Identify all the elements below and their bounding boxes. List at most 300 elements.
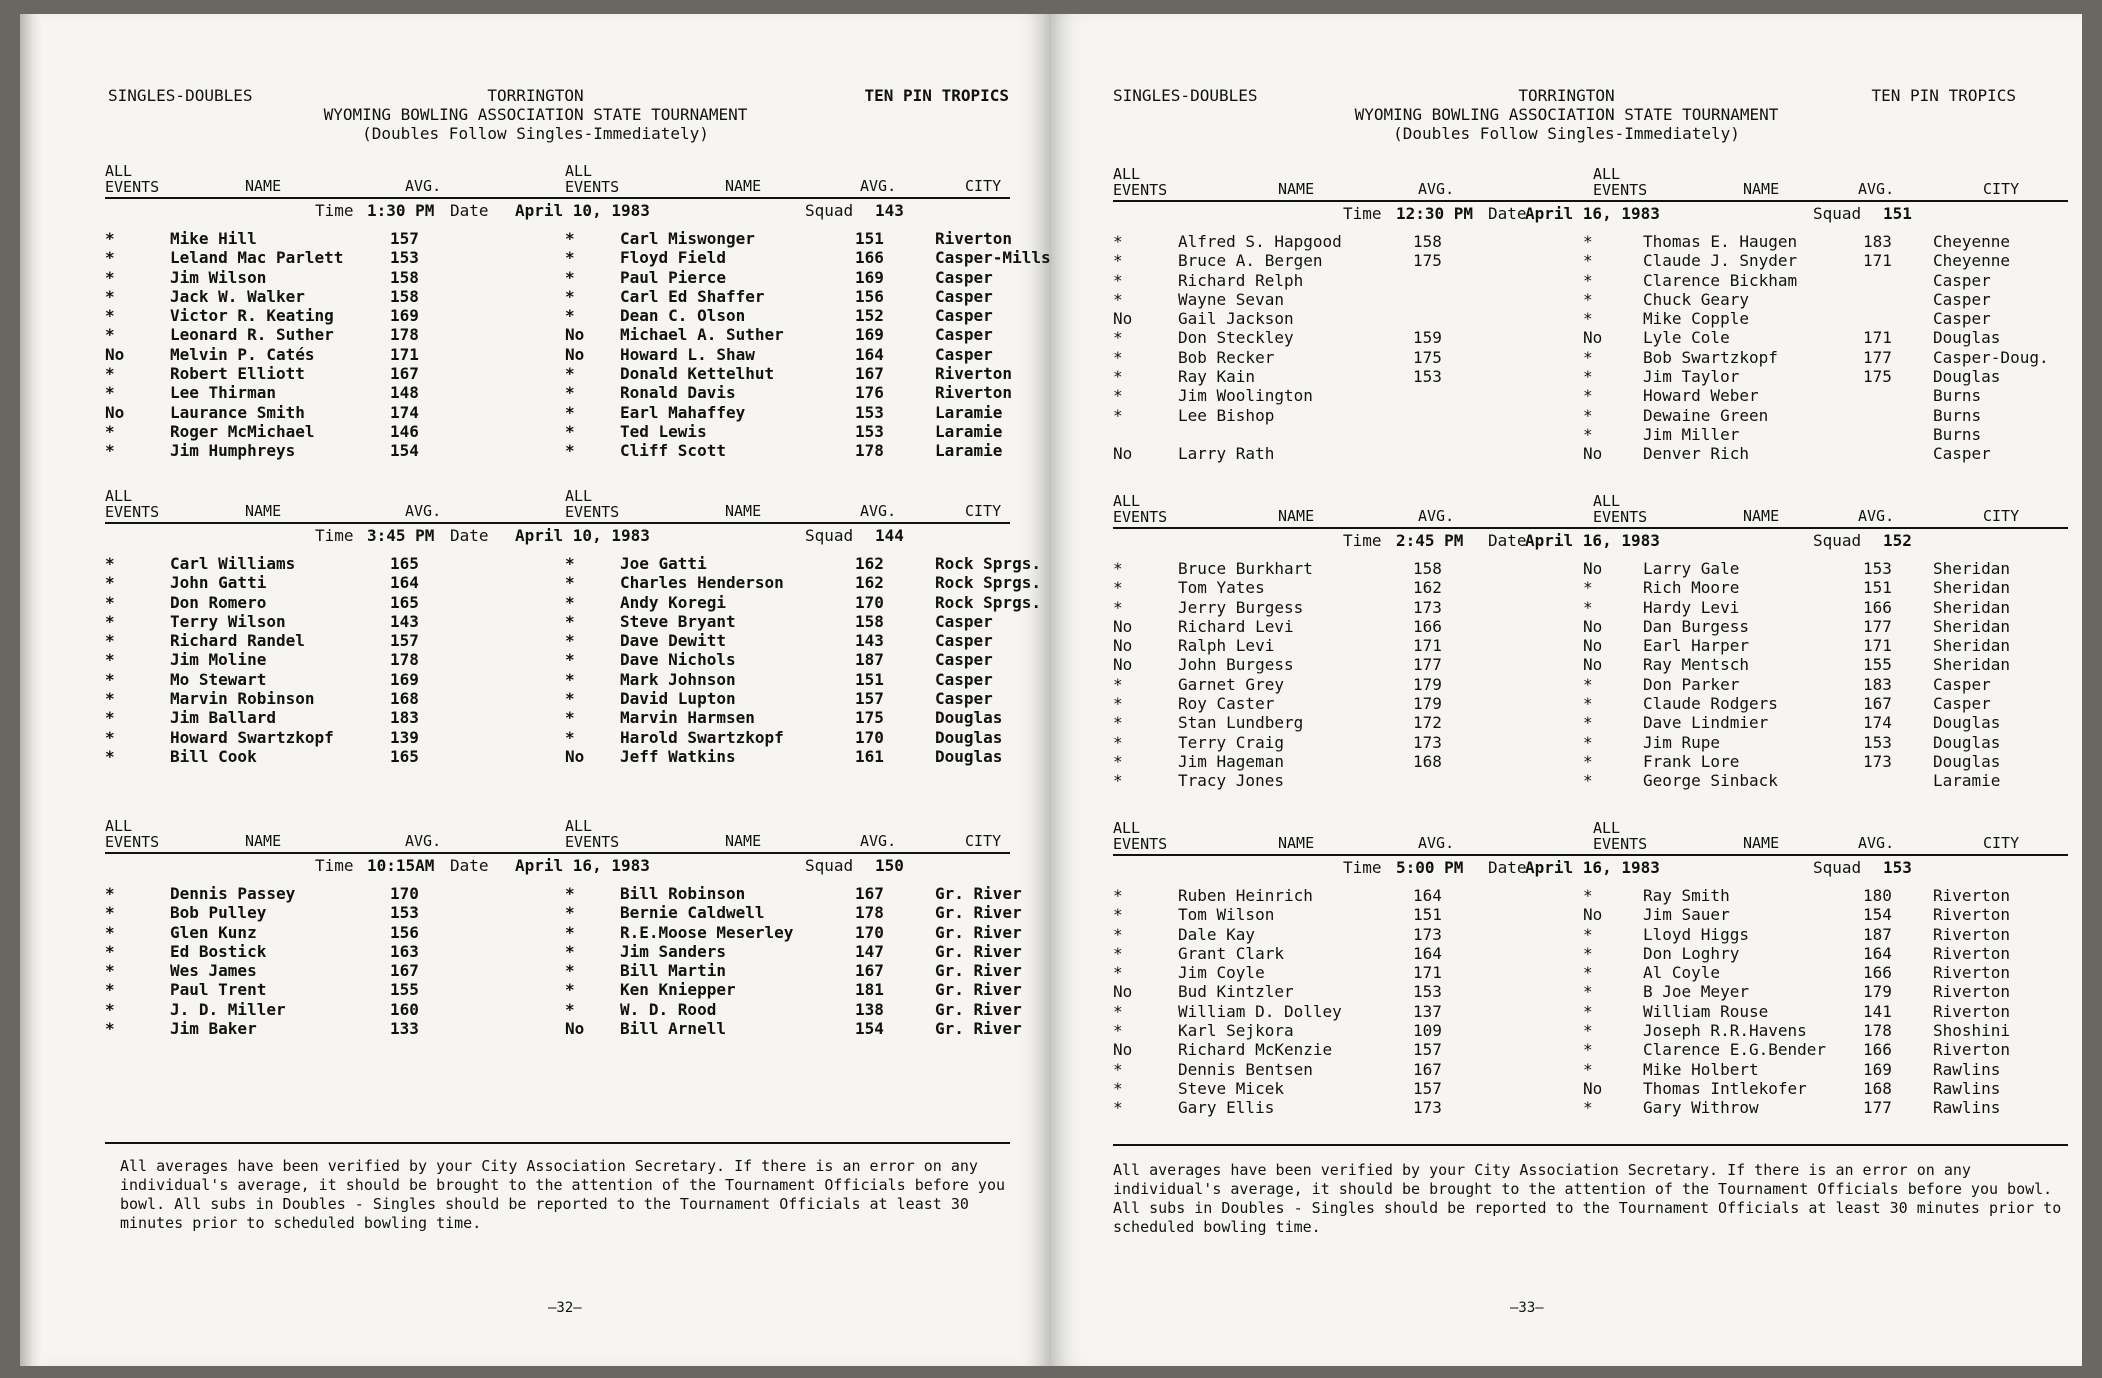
bowler-avg: 167 (390, 961, 419, 981)
city: Casper (1933, 694, 1991, 714)
all-events-mark: * (565, 306, 575, 326)
table-row (1113, 251, 2068, 270)
city: Douglas (1933, 732, 2001, 752)
bowler-name: Steve Micek (1178, 1078, 1284, 1098)
all-events-mark: * (1113, 328, 1123, 348)
bowler-name: Gail Jackson (1178, 309, 1294, 329)
city: Casper (935, 344, 993, 364)
all-events-mark: * (1583, 1098, 1593, 1118)
col-avg: AVG. (405, 502, 442, 520)
bowler-avg: 153 (390, 903, 419, 923)
table-row (105, 229, 1013, 248)
all-events-mark: * (105, 631, 115, 651)
header-center1: TORRINGTON (1518, 86, 1615, 105)
bowler-avg: 169 (855, 325, 884, 345)
city: Sheridan (1933, 559, 2011, 578)
all-events-mark: * (1113, 751, 1123, 771)
bowler-name: Mark Johnson (620, 669, 736, 689)
bowler-name: Terry Wilson (170, 611, 286, 631)
city: Casper (935, 631, 993, 651)
bowler-name: Dan Burgess (1643, 616, 1749, 636)
col-all-events: ALL EVENTS (565, 162, 620, 196)
bowler-avg: 148 (390, 383, 419, 403)
bowler-avg: 152 (855, 306, 884, 326)
col-name: NAME (1278, 834, 1315, 852)
col-avg: AVG. (1418, 180, 1455, 198)
col-name: NAME (245, 177, 282, 195)
bowler-avg: 179 (1413, 694, 1442, 714)
all-events-mark: * (105, 941, 115, 961)
col-name: NAME (725, 832, 762, 850)
bowler-name: Wayne Sevan (1178, 289, 1284, 309)
all-events-mark: * (105, 267, 115, 287)
table-row (1113, 367, 2068, 386)
session-block (1113, 489, 2068, 791)
table-row (1113, 655, 2068, 674)
col-all-events: ALL EVENTS (1593, 492, 1648, 526)
bowler-avg: 153 (1413, 982, 1442, 1002)
all-events-mark: * (1113, 674, 1123, 694)
bowler-avg: 171 (390, 344, 419, 364)
all-events-mark: No (105, 344, 125, 364)
city: Casper-Doug. (1933, 347, 2049, 367)
city: Riverton (1933, 943, 2011, 963)
bowler-avg: 164 (390, 573, 419, 593)
bowler-avg: 169 (390, 669, 419, 689)
city: Rock Sprgs. (935, 554, 1041, 573)
col-all-events: ALL EVENTS (1593, 165, 1648, 199)
all-events-mark: * (105, 980, 115, 1000)
col-avg: AVG. (405, 177, 442, 195)
city: Riverton (1933, 1040, 2011, 1060)
table-row (1113, 636, 2068, 655)
bowler-name: Jim Rupe (1643, 732, 1721, 752)
city: Gr. River (935, 1019, 1022, 1039)
all-events-mark: * (105, 746, 115, 766)
table-row (1113, 328, 2068, 347)
all-events-mark: * (1583, 232, 1593, 251)
all-events-mark: * (105, 669, 115, 689)
all-events-mark: * (1113, 251, 1123, 271)
bowler-avg: 183 (390, 708, 419, 728)
all-events-mark: * (565, 611, 575, 631)
bowler-name: Paul Pierce (620, 267, 726, 287)
all-events-mark: * (1583, 1021, 1593, 1041)
all-events-mark: * (105, 999, 115, 1019)
all-events-mark: * (1583, 405, 1593, 425)
col-all-events: ALL EVENTS (1113, 819, 1168, 853)
all-events-mark: * (565, 727, 575, 747)
city: Shoshini (1933, 1021, 2011, 1041)
bowler-name: Jim Moline (170, 650, 267, 670)
bowler-avg: 154 (855, 1019, 884, 1039)
all-events-mark: * (1583, 713, 1593, 733)
table-row (1113, 617, 2068, 636)
entry-list (105, 229, 1051, 461)
column-header (1113, 816, 2068, 856)
bowler-name: Michael A. Suther (620, 325, 784, 345)
all-events-mark: * (1583, 982, 1593, 1002)
bowler-name: Carl Miswonger (620, 229, 755, 248)
bowler-avg: 165 (390, 746, 419, 766)
all-events-mark: * (1113, 886, 1123, 905)
bowler-avg: 143 (855, 631, 884, 651)
bowler-name: David Lupton (620, 689, 736, 709)
city: Douglas (1933, 751, 2001, 771)
bowler-name: Dean C. Olson (620, 306, 746, 326)
city: Casper (935, 286, 993, 306)
bowler-avg: 153 (1413, 367, 1442, 387)
bowler-name: William D. Dolley (1178, 1001, 1342, 1021)
table-row (1113, 559, 2068, 578)
all-events-mark: * (565, 554, 575, 573)
col-avg: AVG. (1858, 834, 1895, 852)
bowler-avg: 175 (1863, 367, 1892, 387)
bowler-avg: 168 (1863, 1078, 1892, 1098)
bowler-avg: 165 (390, 554, 419, 573)
bowler-name: Ronald Davis (620, 383, 736, 403)
table-row (1113, 1021, 2068, 1040)
all-events-mark: * (105, 884, 115, 903)
col-city: CITY (1983, 507, 2020, 525)
all-events-mark: No (1583, 636, 1603, 656)
all-events-mark: * (105, 650, 115, 670)
table-row (105, 1019, 1022, 1039)
bowler-name: Jim Baker (170, 1019, 257, 1039)
city: Cheyenne (1933, 251, 2011, 271)
bowler-name: Richard Levi (1178, 616, 1294, 636)
all-events-mark: * (1583, 386, 1593, 406)
bowler-avg: 156 (855, 286, 884, 306)
city: Riverton (935, 364, 1013, 384)
table-row (1113, 309, 2068, 328)
table-row (1113, 425, 2068, 444)
bowler-name: Clarence E.G.Bender (1643, 1040, 1827, 1060)
bowler-name: Leonard R. Suther (170, 325, 334, 345)
session-info (105, 199, 1010, 221)
bowler-name: Joseph R.R.Havens (1643, 1021, 1807, 1041)
squad-number: 153 (1883, 858, 1912, 877)
bowler-name: Terry Craig (1178, 732, 1284, 752)
table-row (105, 961, 1022, 981)
all-events-mark: * (1113, 1098, 1123, 1118)
session-date: April 16, 1983 (1525, 531, 1660, 550)
bowler-name: Ruben Heinrich (1178, 886, 1313, 905)
bowler-avg: 168 (1413, 751, 1442, 771)
bowler-avg: 177 (1863, 1098, 1892, 1118)
bowler-avg: 153 (1863, 559, 1892, 578)
bowler-name: Dale Kay (1178, 924, 1256, 944)
city: Rawlins (1933, 1098, 2001, 1118)
city: Sheridan (1933, 636, 2011, 656)
all-events-mark: * (565, 573, 575, 593)
bowler-avg: 167 (1863, 694, 1892, 714)
city: Casper (935, 689, 993, 709)
bowler-name: Jim Wilson (170, 267, 267, 287)
all-events-mark: No (1113, 444, 1133, 464)
col-all-events: ALL EVENTS (105, 817, 160, 851)
bowler-avg: 153 (855, 421, 884, 441)
all-events-mark: * (1583, 963, 1593, 983)
time-label: Time (315, 526, 354, 545)
date-label: Date (450, 201, 489, 220)
bowler-avg: 178 (390, 650, 419, 670)
city: Rock Sprgs. (935, 592, 1041, 612)
table-row (105, 650, 1010, 669)
table-row (1113, 771, 2068, 790)
all-events-mark: * (565, 922, 575, 942)
bowler-name: Marvin Robinson (170, 689, 315, 709)
bowler-avg: 165 (390, 592, 419, 612)
bowler-name: Lyle Cole (1643, 328, 1730, 348)
bowler-name: Dave Lindmier (1643, 713, 1769, 733)
col-name: NAME (1278, 180, 1315, 198)
all-events-mark: * (105, 922, 115, 942)
table-row (105, 941, 1022, 961)
all-events-mark: * (105, 286, 115, 306)
col-name: NAME (1743, 834, 1780, 852)
col-name: NAME (1743, 507, 1780, 525)
bowler-name: Ed Bostick (170, 941, 267, 961)
all-events-mark: No (565, 344, 585, 364)
bowler-avg: 161 (855, 746, 884, 766)
footnote: All averages have been verified by your City Association Secretary. If there is an error on any individual's average, it should be brought to the attention of the Tournament Officials before you bowl. All subs in Doubles - Singles should be reported to the Tournament Officials at least 30 minutes prior to scheduled bowling time. (120, 1157, 1006, 1232)
all-events-mark: * (1113, 405, 1123, 425)
bowler-name: Bill Cook (170, 746, 257, 766)
all-events-mark: * (1113, 347, 1123, 367)
table-row (1113, 1079, 2068, 1098)
city: Riverton (1933, 924, 2011, 944)
bowler-avg: 147 (855, 941, 884, 961)
col-all-events: ALL EVENTS (1113, 492, 1168, 526)
bowler-name: Mike Copple (1643, 309, 1749, 329)
table-row (1113, 982, 2068, 1001)
col-city: CITY (1983, 180, 2020, 198)
bowler-name: Jim Woolington (1178, 386, 1313, 406)
bowler-name: Larry Rath (1178, 444, 1275, 464)
table-row (1113, 963, 2068, 982)
table-row (105, 383, 1013, 403)
all-events-mark: * (1583, 694, 1593, 714)
bowler-name: Earl Mahaffey (620, 402, 746, 422)
city: Laramie (935, 441, 1003, 461)
squad-label: Squad (805, 526, 854, 545)
bowler-avg: 177 (1413, 655, 1442, 675)
header-left: SINGLES-DOUBLES (108, 86, 253, 105)
col-city: CITY (965, 502, 1002, 520)
table-row (105, 422, 1010, 441)
table-row (1113, 1060, 2068, 1079)
bowler-name: Dewaine Green (1643, 405, 1769, 425)
all-events-mark: * (1583, 1059, 1593, 1079)
bowler-name: Claude Rodgers (1643, 694, 1778, 714)
bowler-name: Carl Ed Shaffer (620, 286, 765, 306)
all-events-mark: * (565, 402, 575, 422)
all-events-mark: * (1583, 289, 1593, 309)
bowler-avg: 173 (1413, 924, 1442, 944)
bowler-name: Jim Sanders (620, 941, 726, 961)
all-events-mark: * (105, 554, 115, 573)
table-row (1113, 752, 2068, 771)
all-events-mark: * (1583, 270, 1593, 290)
all-events-mark: * (105, 708, 115, 728)
col-name: NAME (725, 177, 762, 195)
bowler-name: Don Romero (170, 592, 267, 612)
bowler-name: Earl Harper (1643, 636, 1749, 656)
bowler-avg: 183 (1863, 674, 1892, 694)
bowler-name: Richard McKenzie (1178, 1040, 1333, 1060)
col-city: CITY (965, 832, 1002, 850)
session-block (105, 159, 1051, 461)
page-33 (1051, 14, 2082, 1366)
bowler-avg: 133 (390, 1019, 419, 1039)
table-row (105, 364, 1013, 384)
squad-number: 144 (875, 526, 904, 545)
bowler-name: Dave Dewitt (620, 631, 726, 651)
bowler-name: Howard Swartzkopf (170, 727, 334, 747)
bowler-name: Glen Kunz (170, 922, 257, 942)
city: Casper (935, 306, 993, 326)
bowler-avg: 162 (855, 573, 884, 593)
bowler-name: Roy Caster (1178, 694, 1275, 714)
all-events-mark: * (105, 383, 115, 403)
city: Laramie (935, 402, 1003, 422)
bowler-name: Thomas E. Haugen (1643, 232, 1798, 251)
table-row (1113, 713, 2068, 732)
bowler-avg: 164 (1413, 886, 1442, 905)
table-row (105, 441, 1010, 460)
all-events-mark: * (565, 248, 575, 268)
bowler-name: Mike Hill (170, 229, 257, 248)
bowler-avg: 173 (1413, 1098, 1442, 1118)
city: Rock Sprgs. (935, 573, 1041, 593)
all-events-mark: No (1583, 1078, 1603, 1098)
bowler-avg: 156 (390, 922, 419, 942)
bowler-avg: 175 (1413, 347, 1442, 367)
bowler-avg: 178 (855, 903, 884, 923)
date-label: Date (1488, 531, 1527, 550)
all-events-mark: * (565, 708, 575, 728)
all-events-mark: * (565, 884, 575, 903)
table-row (105, 612, 1010, 631)
page-number: —33— (1510, 1300, 1544, 1316)
table-row (105, 670, 1010, 689)
bowler-avg: 170 (390, 884, 419, 903)
session-date: April 16, 1983 (1525, 204, 1660, 223)
bowler-name: Dennis Passey (170, 884, 296, 903)
table-row (1113, 1002, 2068, 1021)
footnote: All averages have been verified by your City Association Secretary. If there is an error on any individual's average, it should be brought to the attention of the Tournament Officials before you bowl. All subs in Doubles - Singles should be reported to the Tournament Officials at least 30 minutes prior to scheduled bowling time. (1113, 1161, 2062, 1236)
bowler-avg: 170 (855, 922, 884, 942)
page-32 (20, 14, 1051, 1366)
session-time: 2:45 PM (1396, 531, 1464, 550)
bowler-name: Bud Kintzler (1178, 982, 1294, 1002)
bowler-avg: 160 (390, 999, 419, 1019)
bowler-name: Ted Lewis (620, 421, 707, 441)
col-all-events: ALL EVENTS (1113, 165, 1168, 199)
all-events-mark: * (1583, 1001, 1593, 1021)
table-row (1113, 406, 2068, 425)
bowler-avg: 158 (1413, 559, 1442, 578)
bowler-name: Jeff Watkins (620, 746, 736, 766)
all-events-mark: * (1113, 694, 1123, 714)
bowler-avg: 183 (1863, 232, 1892, 251)
city: Douglas (1933, 328, 2001, 348)
all-events-mark: * (1113, 289, 1123, 309)
table-row (1113, 944, 2068, 963)
bowler-name: Clarence Bickham (1643, 270, 1798, 290)
city: Casper (935, 669, 993, 689)
bowler-name: Ralph Levi (1178, 636, 1275, 656)
bowler-avg: 167 (855, 364, 884, 384)
bowler-avg: 178 (855, 441, 884, 461)
all-events-mark: No (105, 402, 125, 422)
entry-list (105, 884, 1022, 1039)
table-row (105, 248, 1051, 268)
bowler-avg: 167 (1413, 1059, 1442, 1079)
bowler-avg: 179 (1413, 674, 1442, 694)
bowler-avg: 157 (390, 229, 419, 248)
bowler-avg: 166 (1863, 1040, 1892, 1060)
all-events-mark: * (105, 364, 115, 384)
column-header (105, 814, 1010, 854)
all-events-mark: * (565, 669, 575, 689)
bowler-name: Ray Kain (1178, 367, 1256, 387)
time-label: Time (1343, 858, 1382, 877)
bowler-avg: 174 (1863, 713, 1892, 733)
col-name: NAME (725, 502, 762, 520)
bowler-name: Stan Lundberg (1178, 713, 1304, 733)
bowler-name: Floyd Field (620, 248, 726, 268)
table-row (1113, 925, 2068, 944)
bowler-name: William Rouse (1643, 1001, 1769, 1021)
bowler-name: Don Loghry (1643, 943, 1740, 963)
bowler-name: Bob Recker (1178, 347, 1275, 367)
all-events-mark: * (1113, 924, 1123, 944)
table-row (1113, 598, 2068, 617)
table-row (1113, 1098, 2068, 1117)
squad-label: Squad (1813, 858, 1862, 877)
all-events-mark: * (1113, 963, 1123, 983)
session-time: 1:30 PM (367, 201, 435, 220)
bowler-avg: 154 (1863, 905, 1892, 925)
bowler-name: Richard Randel (170, 631, 305, 651)
table-row (105, 631, 1010, 650)
all-events-mark: * (105, 689, 115, 709)
city: Casper (1933, 674, 1991, 694)
table-row (1113, 694, 2068, 713)
all-events-mark: * (1113, 597, 1123, 617)
column-header (105, 159, 1010, 199)
bowler-avg: 158 (855, 611, 884, 631)
col-avg: AVG. (1858, 180, 1895, 198)
city: Douglas (1933, 367, 2001, 387)
bowler-name: Melvin P. Catés (170, 344, 315, 364)
bowler-name: R.E.Moose Meserley (620, 922, 794, 942)
all-events-mark: * (565, 383, 575, 403)
city: Rawlins (1933, 1078, 2001, 1098)
all-events-mark: * (105, 1019, 115, 1039)
session-block (1113, 816, 2068, 1118)
bowler-avg: 171 (1863, 328, 1892, 348)
city: Casper (1933, 309, 1991, 329)
bowler-avg: 168 (390, 689, 419, 709)
header-center2: WYOMING BOWLING ASSOCIATION STATE TOURNAMENT (1354, 105, 1779, 124)
bowler-avg: 187 (1863, 924, 1892, 944)
squad-label: Squad (805, 856, 854, 875)
bowler-avg: 163 (390, 941, 419, 961)
bowler-name: Bob Swartzkopf (1643, 347, 1778, 367)
